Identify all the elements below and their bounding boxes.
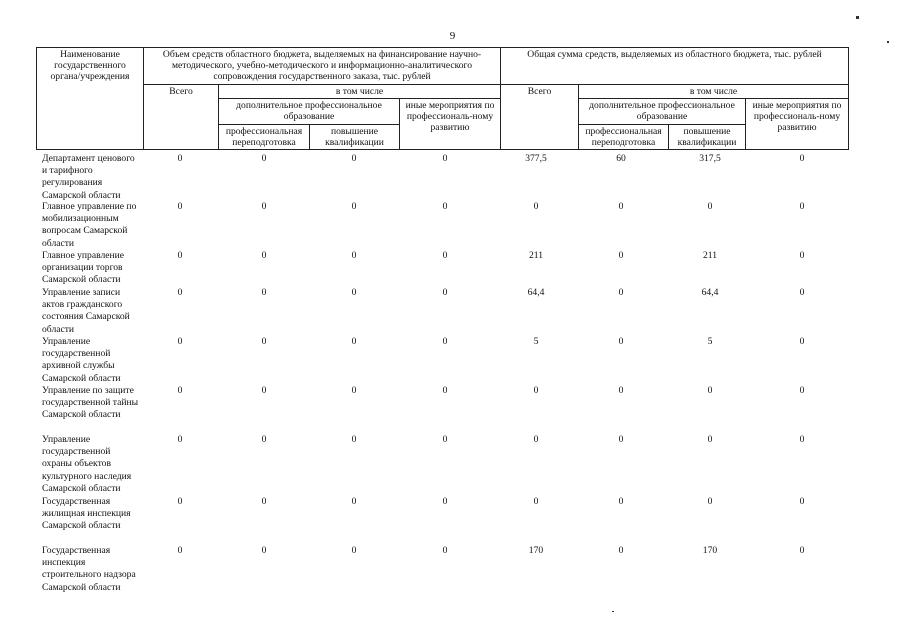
value-cell: 0	[533, 434, 539, 445]
value-cell: 0	[707, 496, 713, 507]
value-cell: 0	[707, 385, 713, 396]
value-cell: 0	[618, 250, 624, 261]
value-cell: 0	[618, 336, 624, 347]
row-organization-name: Управление по защите государственной тайны Самарской области	[42, 385, 139, 421]
header-including-2: в том числе	[579, 85, 849, 99]
value-cell: 5	[533, 336, 539, 347]
value-cell: 0	[707, 434, 713, 445]
value-cell: 211	[528, 250, 544, 261]
value-cell: 0	[177, 385, 183, 396]
header-including-1: в том числе	[219, 85, 501, 99]
value-cell: 0	[177, 545, 183, 556]
value-cell: 0	[799, 545, 805, 556]
row-organization-name: Государственная жилищная инспекция Самарской области	[42, 496, 131, 532]
row-organization-name: Управление записи актов гражданского состояния Самарской области	[42, 287, 130, 335]
header-other-events-1: иные мероприятия по профессиональ-ному развитию	[400, 99, 501, 150]
value-cell: 0	[261, 201, 267, 212]
value-cell: 0	[177, 201, 183, 212]
value-cell: 0	[351, 434, 357, 445]
value-cell: 0	[177, 336, 183, 347]
value-cell: 211	[702, 250, 718, 261]
row-organization-name: Главное управление по мобилизационным вопросам Самарской области	[42, 201, 137, 249]
value-cell: 0	[261, 336, 267, 347]
value-cell: 0	[618, 287, 624, 298]
header-additional-education-1: дополнительное профессиональное образование	[219, 99, 400, 125]
value-cell: 0	[618, 496, 624, 507]
header-advanced-training-2: повышение квалификации	[669, 125, 746, 150]
value-cell: 0	[618, 201, 624, 212]
value-cell: 0	[442, 434, 448, 445]
value-cell: 0	[351, 287, 357, 298]
value-cell: 0	[442, 250, 448, 261]
row-organization-name: Управление государственной архивной службы Самарской области	[42, 336, 121, 384]
value-cell: 0	[351, 545, 357, 556]
header-additional-education-2: дополнительное профессиональное образование	[579, 99, 746, 125]
header-retraining-2: профессиональная переподготовка	[579, 125, 669, 150]
value-cell: 0	[177, 287, 183, 298]
value-cell: 0	[351, 385, 357, 396]
scan-speck	[856, 16, 859, 19]
value-cell: 0	[799, 250, 805, 261]
value-cell: 64,4	[527, 287, 545, 298]
value-cell: 0	[351, 250, 357, 261]
row-organization-name: Департамент ценового и тарифного регулирования Самарской области	[42, 153, 135, 201]
value-cell: 5	[707, 336, 713, 347]
value-cell: 170	[702, 545, 718, 556]
value-cell: 0	[177, 250, 183, 261]
value-cell: 0	[177, 496, 183, 507]
value-cell: 0	[442, 287, 448, 298]
value-cell: 0	[533, 496, 539, 507]
header-group-methodical-funding: Объем средств областного бюджета, выделяемых на финансирование научно-методического, учебно-методического и информационно-аналитического сопровождения государственного заказа, тыс. рублей	[144, 48, 501, 85]
value-cell: 0	[707, 201, 713, 212]
value-cell: 0	[261, 250, 267, 261]
header-total-2: Всего	[501, 85, 579, 150]
scan-speck	[887, 41, 889, 43]
value-cell: 0	[799, 201, 805, 212]
value-cell: 0	[261, 287, 267, 298]
value-cell: 0	[533, 201, 539, 212]
value-cell: 0	[618, 434, 624, 445]
value-cell: 377,5	[525, 153, 547, 164]
value-cell: 0	[799, 336, 805, 347]
header-name-column: Наименование государственного органа/учреждения	[37, 48, 144, 150]
row-organization-name: Управление государственной охраны объектов культурного наследия Самарской области	[42, 434, 132, 494]
value-cell: 60	[616, 153, 626, 164]
value-cell: 0	[799, 434, 805, 445]
value-cell: 0	[442, 385, 448, 396]
value-cell: 0	[442, 201, 448, 212]
value-cell: 170	[528, 545, 544, 556]
value-cell: 0	[442, 153, 448, 164]
value-cell: 0	[533, 385, 539, 396]
header-other-events-2: иные мероприятия по профессиональ-ному развитию	[746, 99, 849, 150]
value-cell: 0	[799, 153, 805, 164]
value-cell: 0	[261, 385, 267, 396]
value-cell: 0	[177, 434, 183, 445]
header-advanced-training-1: повышение квалификации	[310, 125, 400, 150]
value-cell: 64,4	[701, 287, 719, 298]
table-header	[36, 47, 849, 150]
value-cell: 0	[618, 545, 624, 556]
value-cell: 0	[799, 385, 805, 396]
value-cell: 0	[799, 496, 805, 507]
value-cell: 0	[261, 545, 267, 556]
header-total-1: Всего	[144, 85, 219, 150]
value-cell: 0	[351, 153, 357, 164]
value-cell: 0	[177, 153, 183, 164]
row-organization-name: Государственная инспекция строительного надзора Самарской области	[42, 545, 136, 593]
page-number: 9	[449, 30, 456, 42]
value-cell: 0	[261, 434, 267, 445]
header-group-total-funding: Общая сумма средств, выделяемых из областного бюджета, тыс. рублей	[501, 48, 849, 85]
value-cell: 0	[351, 201, 357, 212]
scan-speck	[612, 611, 614, 612]
row-organization-name: Главное управление организации торгов Самарской области	[42, 250, 125, 286]
value-cell: 317,5	[699, 153, 721, 164]
value-cell: 0	[618, 385, 624, 396]
value-cell: 0	[351, 496, 357, 507]
value-cell: 0	[261, 153, 267, 164]
value-cell: 0	[799, 287, 805, 298]
value-cell: 0	[261, 496, 267, 507]
value-cell: 0	[442, 545, 448, 556]
value-cell: 0	[442, 336, 448, 347]
value-cell: 0	[351, 336, 357, 347]
value-cell: 0	[442, 496, 448, 507]
header-retraining-1: профессиональная переподготовка	[219, 125, 310, 150]
